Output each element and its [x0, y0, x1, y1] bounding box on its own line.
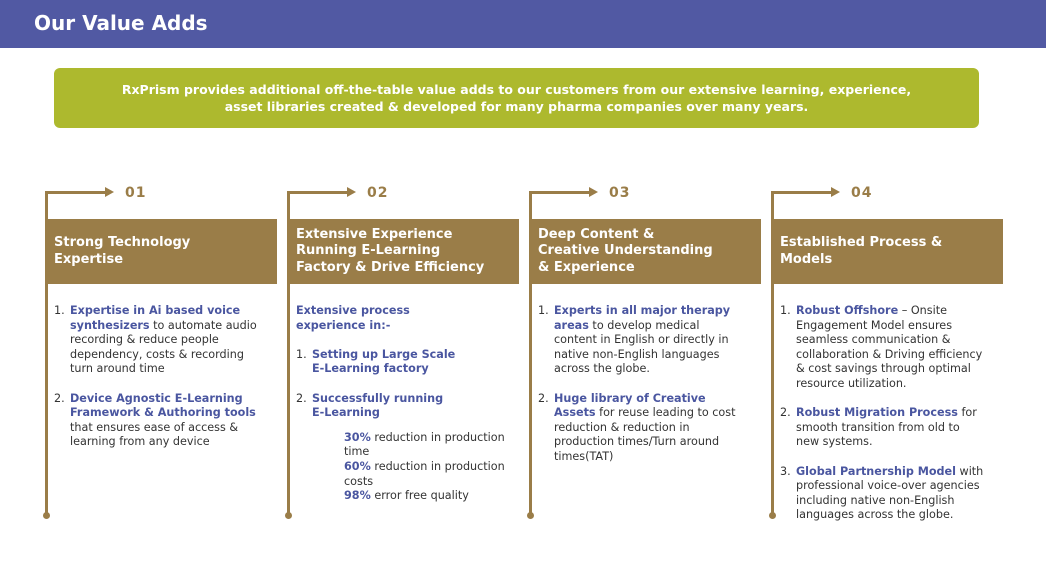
body-text: for reuse leading to cost	[595, 406, 736, 420]
item-line	[796, 362, 1002, 377]
heading-line: Extensive Experience	[296, 226, 453, 242]
banner-line-1: RxPrism provides additional off-the-table value adds to our customers from our extensive learning, experience,	[121, 82, 912, 97]
column-body	[296, 304, 518, 504]
heading-line: Established Process &	[780, 235, 943, 250]
item-line	[70, 362, 276, 377]
item-line	[70, 406, 276, 421]
body-text: recording & reduce people	[70, 333, 219, 347]
timeline-end-dot	[43, 512, 50, 519]
value-add-column-1	[45, 185, 277, 525]
highlight-text: E-Learning factory	[312, 362, 429, 376]
timeline-connector-line	[287, 191, 349, 194]
body-text: reduction in production	[370, 459, 505, 473]
body-text: across the globe.	[554, 362, 650, 376]
item-line	[70, 333, 276, 348]
list-number: 2.	[538, 391, 549, 405]
list-item	[296, 348, 518, 377]
highlight-text: Huge library of Creative	[554, 391, 706, 405]
highlight-text: Assets	[554, 406, 596, 420]
list-number: 1.	[296, 347, 307, 361]
body-text: production times/Turn around	[554, 435, 720, 449]
item-line	[70, 304, 276, 319]
body-text: learning from any device	[70, 435, 210, 449]
item-line	[796, 377, 1002, 392]
stat-line	[344, 475, 518, 490]
body-text: for	[957, 406, 977, 420]
item-line	[796, 333, 1002, 348]
list-item	[54, 392, 276, 450]
body-text: time	[344, 445, 370, 459]
body-text: Engagement Model ensures	[796, 318, 953, 332]
arrow-icon	[347, 187, 356, 197]
list-item	[538, 304, 760, 377]
list-number: 1.	[780, 304, 791, 317]
highlight-text: Successfully running	[312, 391, 444, 405]
arrow-icon	[589, 187, 598, 197]
heading-line: Models	[780, 251, 833, 267]
item-line	[554, 406, 760, 421]
list-item	[54, 304, 276, 377]
body-text: – Onsite	[898, 304, 947, 317]
step-number: 03	[609, 185, 631, 201]
body-text: reduction & reduction in	[554, 420, 690, 434]
item-line	[796, 508, 1002, 523]
list-number: 3.	[780, 464, 791, 478]
step-number: 01	[125, 185, 147, 201]
column-heading-box	[287, 219, 519, 284]
list-number: 1.	[538, 304, 549, 317]
item-line	[796, 494, 1002, 509]
body-text: turn around time	[70, 362, 165, 376]
heading-line: Strong Technology	[54, 235, 191, 250]
intro-banner	[54, 68, 979, 128]
item-line	[554, 362, 760, 377]
item-line	[70, 435, 276, 450]
stats-list	[312, 431, 518, 504]
item-line	[70, 392, 276, 407]
column-intro	[296, 304, 518, 333]
list-number: 2.	[54, 391, 65, 405]
heading-line: Factory & Drive Efficiency	[296, 259, 485, 275]
value-add-column-4	[771, 185, 1003, 525]
arrow-icon	[831, 187, 840, 197]
highlight-text: 60%	[344, 459, 371, 473]
stat-line	[344, 445, 518, 460]
body-text: new systems.	[796, 435, 873, 449]
item-line	[796, 465, 1002, 480]
body-text: dependency, costs & recording	[70, 347, 244, 361]
arrow-icon	[105, 187, 114, 197]
timeline-end-dot	[285, 512, 292, 519]
list-number: 1.	[54, 304, 65, 317]
list-item	[296, 392, 518, 504]
title-bar	[0, 0, 1046, 48]
column-body	[780, 304, 1002, 538]
item-line	[796, 348, 1002, 363]
item-line	[796, 435, 1002, 450]
body-text: with	[955, 464, 984, 478]
body-text: collaboration & Driving efficiency	[796, 347, 983, 361]
highlight-text: Device Agnostic E-Learning	[70, 391, 243, 405]
body-text: error free quality	[370, 489, 469, 503]
step-number: 04	[851, 185, 873, 201]
highlight-text: areas	[554, 318, 589, 332]
banner-line-2: asset libraries created & developed for many pharma companies over many years.	[224, 99, 809, 114]
heading-line: & Experience	[538, 259, 635, 275]
item-line	[796, 421, 1002, 436]
column-body	[538, 304, 760, 479]
list-item	[538, 392, 760, 465]
heading-line: Creative Understanding	[538, 243, 713, 259]
column-heading	[54, 235, 190, 268]
body-text: to develop medical	[588, 318, 700, 332]
item-line	[312, 362, 518, 377]
column-heading	[538, 227, 713, 277]
body-text: native non-English languages	[554, 347, 720, 361]
stat-item	[312, 489, 518, 504]
intro-line: Extensive process	[296, 304, 410, 317]
timeline-end-dot	[527, 512, 534, 519]
stat-line	[344, 431, 518, 446]
heading-line: Running E-Learning	[296, 243, 441, 259]
item-line	[70, 319, 276, 334]
item-line	[554, 348, 760, 363]
item-line	[554, 333, 760, 348]
value-add-column-3	[529, 185, 761, 525]
list-number: 2.	[780, 406, 791, 420]
body-text: professional voice-over agencies	[796, 479, 980, 493]
stat-item	[312, 460, 518, 489]
item-line	[312, 406, 518, 421]
timeline-connector-line	[529, 191, 591, 194]
column-heading-box	[771, 219, 1003, 284]
highlight-text: Setting up Large Scale	[312, 347, 456, 361]
highlight-text: Experts in all major therapy	[554, 304, 731, 317]
highlight-text: synthesizers	[70, 318, 150, 332]
highlight-text: Global Partnership Model	[796, 464, 956, 478]
item-line	[796, 304, 1002, 319]
highlight-text: 30%	[344, 430, 371, 444]
body-text: costs	[344, 474, 374, 488]
item-line	[554, 435, 760, 450]
item-line	[312, 392, 518, 407]
timeline-connector-line	[771, 191, 833, 194]
item-line	[796, 319, 1002, 334]
body-text: seamless communication &	[796, 333, 951, 347]
page-title: Our Value Adds	[34, 11, 208, 35]
body-text: smooth transition from old to	[796, 420, 960, 434]
stat-line	[344, 460, 518, 475]
item-line	[312, 348, 518, 363]
column-body	[54, 304, 276, 465]
item-line	[796, 406, 1002, 421]
highlight-text: Robust Offshore	[796, 304, 899, 317]
body-text: reduction in production	[370, 430, 505, 444]
list-item	[780, 406, 1002, 450]
body-text: including native non-English	[796, 493, 955, 507]
list-item	[780, 465, 1002, 523]
list-number: 2.	[296, 391, 307, 405]
body-text: content in English or directly in	[554, 333, 729, 347]
column-heading	[780, 235, 942, 268]
body-text: languages across the globe.	[796, 508, 954, 522]
step-number: 02	[367, 185, 389, 201]
body-text: to automate audio	[149, 318, 257, 332]
item-line	[554, 304, 760, 319]
column-heading	[296, 227, 484, 277]
item-line	[796, 479, 1002, 494]
highlight-text: 98%	[344, 489, 371, 503]
value-add-column-2	[287, 185, 519, 525]
heading-line: Expertise	[54, 251, 124, 267]
body-text: that ensures ease of access &	[70, 420, 239, 434]
stat-item	[312, 431, 518, 460]
stat-line	[344, 489, 518, 504]
body-text: resource utilization.	[796, 376, 907, 390]
intro-line: experience in:-	[296, 318, 391, 332]
item-line	[554, 450, 760, 465]
column-heading-box	[529, 219, 761, 284]
highlight-text: Robust Migration Process	[796, 406, 958, 420]
item-line	[70, 348, 276, 363]
column-heading-box	[45, 219, 277, 284]
item-line	[554, 392, 760, 407]
timeline-connector-line	[45, 191, 107, 194]
timeline-end-dot	[769, 512, 776, 519]
item-line	[70, 421, 276, 436]
item-line	[554, 319, 760, 334]
highlight-text: Framework & Authoring tools	[70, 406, 256, 420]
body-text: times(TAT)	[554, 449, 614, 463]
highlight-text: E-Learning	[312, 406, 380, 420]
list-item	[780, 304, 1002, 392]
heading-line: Deep Content &	[538, 226, 655, 242]
item-line	[554, 421, 760, 436]
body-text: & cost savings through optimal	[796, 362, 971, 376]
highlight-text: Expertise in Ai based voice	[70, 304, 241, 317]
